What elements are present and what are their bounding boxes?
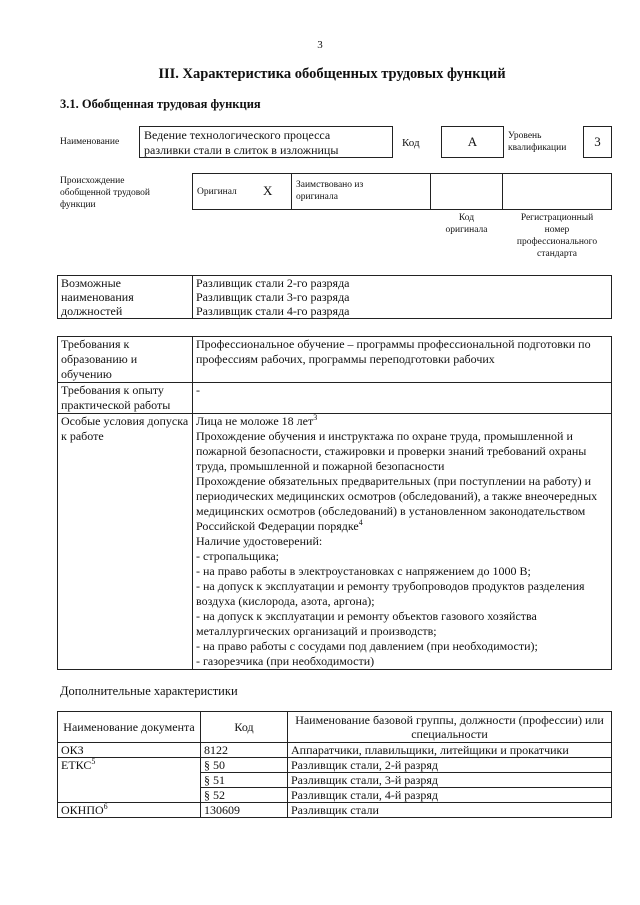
table-row <box>58 337 612 383</box>
row-code: 8122 <box>201 743 288 758</box>
additional-table <box>57 711 612 818</box>
function-name-box <box>139 126 393 158</box>
registration-caption-line4: стандарта <box>537 249 577 259</box>
page-number: 3 <box>317 39 323 51</box>
job-titles-label-line3: должностей <box>61 304 123 318</box>
table-row <box>58 414 612 670</box>
original-code-caption <box>430 212 503 236</box>
list-item: Прохождение обучения и инструктажа по охране труда, промышленной и пожарной безопасности, стажировки и проверки знаний требований охраны труда, промышленной и пожарной безопасности <box>196 429 587 473</box>
origin-label-line2: обобщенной трудовой <box>60 188 150 198</box>
footnote-ref: 3 <box>313 413 318 422</box>
education-label: Требования к образованию и обучению <box>58 337 193 383</box>
experience-value: - <box>193 383 612 414</box>
header-document: Наименование документа <box>58 712 201 743</box>
row-code: § 52 <box>201 788 288 803</box>
list-item: Лица не моложе 18 лет$^3$ <box>196 413 318 428</box>
origin-label-line1: Происхождение <box>60 176 125 186</box>
row-doc: ОКЗ <box>58 743 201 758</box>
footnote-ref: 6 <box>103 802 108 811</box>
code-label: Код <box>402 137 420 149</box>
registration-caption-line1: Регистрационный <box>520 213 594 223</box>
list-item: Разливщик стали 3-го разряда <box>196 290 350 304</box>
original-label: Оригинал <box>197 187 237 197</box>
additional-title: Дополнительные характеристики <box>60 684 238 698</box>
borrowed-label-line2: оригинала <box>296 192 338 202</box>
job-titles-label-line1: Возможные <box>61 276 121 290</box>
function-name-line1: Ведение технологического процесса <box>144 128 331 142</box>
list-item: Наличие удостоверений: <box>196 534 323 548</box>
function-code-value: А <box>467 134 478 149</box>
row-name: Разливщик стали, 4-й разряд <box>288 788 612 803</box>
list-item: Разливщик стали 2-го разряда <box>196 276 350 290</box>
table-row <box>58 383 612 414</box>
original-cell <box>192 173 292 210</box>
footnote-ref: 4 <box>358 518 363 527</box>
requirements-table <box>57 336 612 670</box>
name-label: Наименование <box>60 137 120 147</box>
borrowed-cell <box>291 173 431 210</box>
registration-caption-line3: профессионального <box>516 237 598 247</box>
header-code: Код <box>201 712 288 743</box>
row-name: Разливщик стали <box>288 803 612 818</box>
origin-label-line3: функции <box>60 200 96 210</box>
table-row <box>58 803 612 818</box>
experience-label: Требования к опыту практической работы <box>58 383 193 414</box>
special-conditions-list <box>193 414 612 670</box>
special-conditions-label: Особые условия допуска к работе <box>58 414 193 670</box>
table-header-row <box>58 712 612 743</box>
list-item: - на право работы в электроустановках с напряжением до 1000 В; <box>196 564 531 578</box>
row-name: Аппаратчики, плавильщики, литейщики и прокатчики <box>288 743 612 758</box>
borrowed-label-line1: Заимствовано из <box>296 180 364 190</box>
origin-label <box>60 175 150 211</box>
level-box <box>583 126 612 158</box>
list-item: - газорезчика (при необходимости) <box>196 654 375 668</box>
job-titles-list <box>193 276 612 319</box>
level-label-line1: Уровень <box>508 131 542 141</box>
job-titles-label-line2: наименования <box>61 290 134 304</box>
job-titles-label <box>58 276 193 319</box>
list-item: Разливщик стали 4-го разряда <box>196 304 350 318</box>
row-name: Разливщик стали, 3-й разряд <box>288 773 612 788</box>
footnote-ref: 5 <box>91 757 96 766</box>
original-code-cell <box>430 173 503 210</box>
function-code-box <box>441 126 504 158</box>
list-item: - на право работы с сосудами под давлением (при необходимости); <box>196 639 538 653</box>
section-title: III. Характеристика обобщенных трудовых функций <box>158 66 506 82</box>
list-item: - на допуск к эксплуатации и ремонту трубопроводов продуктов разделения воздуха (кислорода, азота, аргона); <box>196 579 585 608</box>
list-item: - на допуск к эксплуатации и ремонту объектов газового хозяйства металлургических организаций и производств; <box>196 609 537 638</box>
header-name: Наименование базовой группы, должности (профессии) или специальности <box>288 712 612 743</box>
registration-number-cell <box>502 173 612 210</box>
row-name: Разливщик стали, 2-й разряд <box>288 758 612 773</box>
registration-caption <box>502 212 612 260</box>
original-code-caption-line2: оригинала <box>445 225 488 235</box>
original-code-caption-line1: Код <box>458 213 475 223</box>
registration-caption-line2: номер <box>544 225 570 235</box>
row-doc: ОКНПО$^6$ <box>58 803 201 818</box>
table-row <box>58 276 612 319</box>
subsection-title: 3.1. Обобщенная трудовая функция <box>60 97 261 111</box>
original-mark: X <box>263 183 273 198</box>
list-item: - стропальщика; <box>196 549 279 563</box>
row-code: § 51 <box>201 773 288 788</box>
row-code: § 50 <box>201 758 288 773</box>
table-row <box>58 743 612 758</box>
education-value: Профессиональное обучение – программы профессиональной подготовки по профессиям рабочих, программы переподготовки рабочих <box>193 337 612 383</box>
level-label-line2: квалификации <box>508 143 567 153</box>
list-item: Прохождение обязательных предварительных (при поступлении на работу) и периодических медицинских осмотров (обследований), а также внеочередных медицинских осмотров (обследований) в установленном законодательством Российской Федерации порядке$^4$ <box>196 474 598 533</box>
function-name-line2: разливки стали в слиток в изложницы <box>144 143 339 157</box>
table-row <box>58 758 612 773</box>
level-label <box>508 130 566 154</box>
level-value: 3 <box>594 134 601 149</box>
job-titles-table <box>57 275 612 319</box>
row-doc: ЕТКС$^5$ <box>58 758 201 803</box>
row-code: 130609 <box>201 803 288 818</box>
